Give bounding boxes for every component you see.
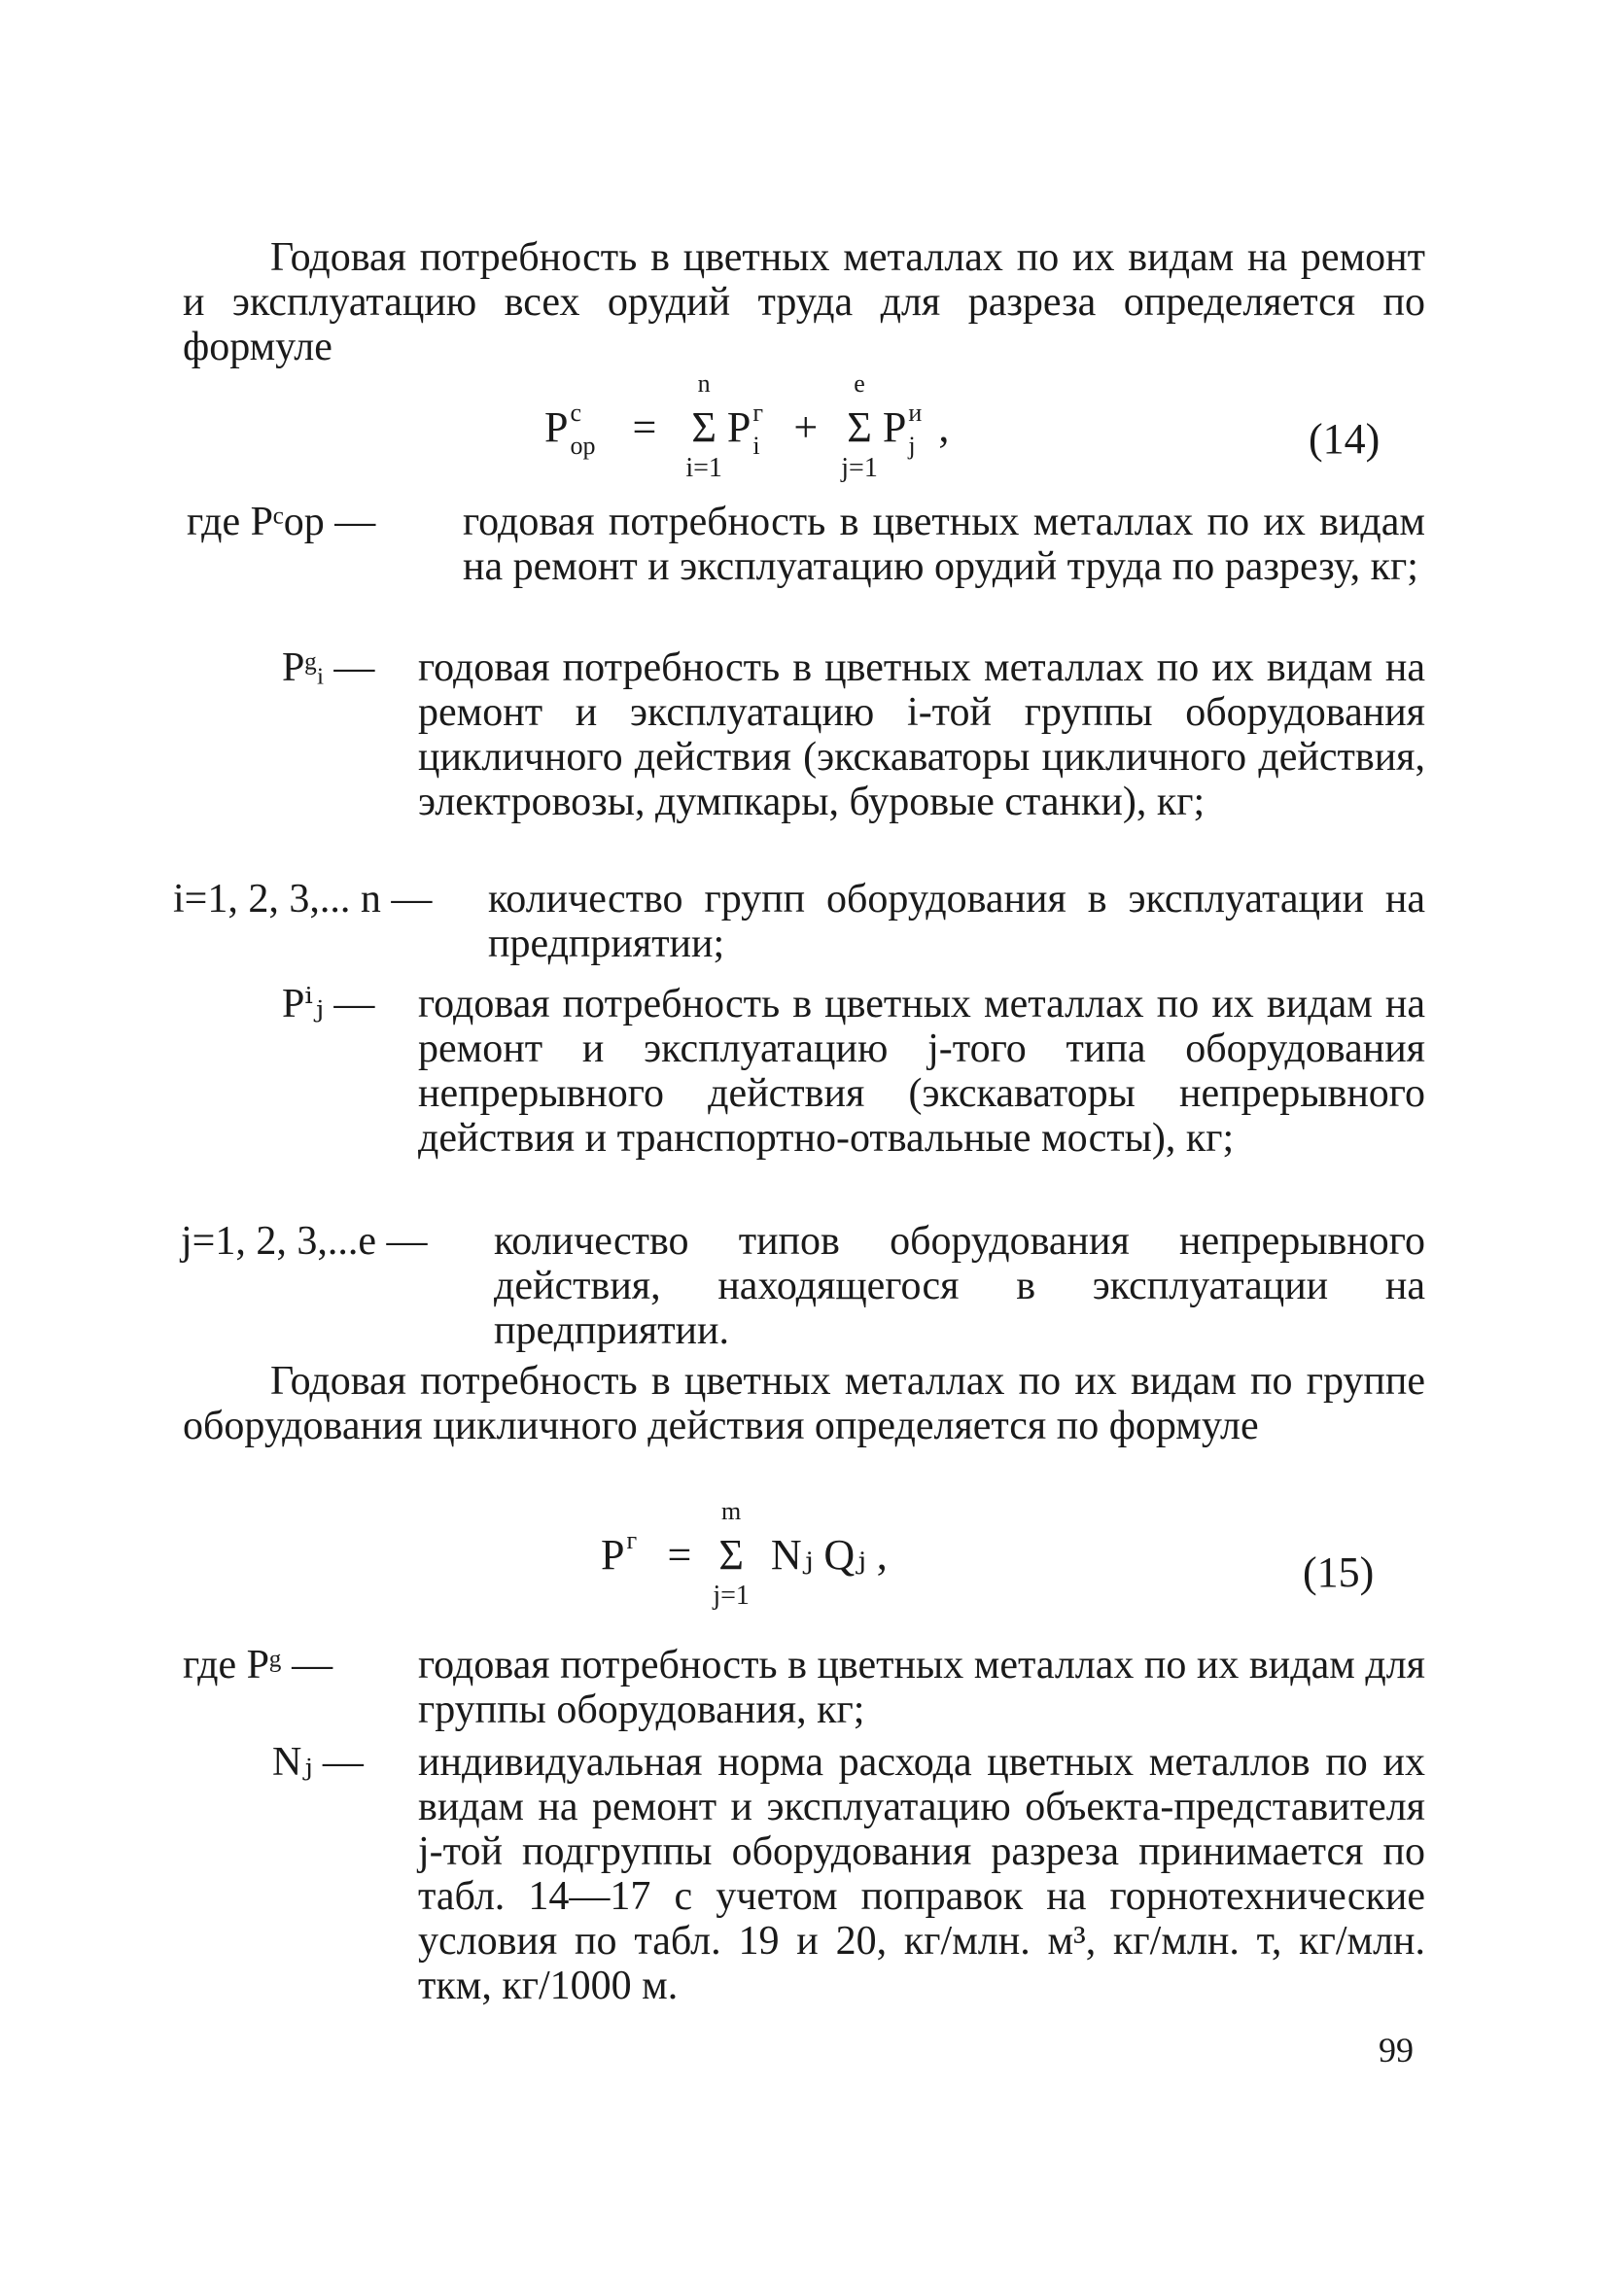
definition-item [0, 1219, 1608, 1355]
formula-14-sum-2: e Σ j=1 [841, 369, 878, 483]
formula-15-sum: m Σ j=1 [713, 1497, 750, 1611]
formula-15-equals: = [667, 1531, 692, 1579]
formula-14-equals: = [632, 403, 657, 451]
formula-14-number: (14) [1309, 415, 1381, 463]
definition-item [0, 982, 1608, 1205]
formula-15 [601, 1497, 888, 1611]
definition-text: годовая потребность в цветных металлах по их видам на ремонт и эксплуатацию j-того типа оборудования непрерывного действия (экскаваторы непрерывного действия и транспортно-отвальные мосты), кг; [418, 982, 1425, 1161]
definition-text: годовая потребность в цветных металлах по их видам для группы оборудования, кг; [418, 1643, 1425, 1732]
definition-symbol: где Pᶜор — [187, 500, 376, 544]
definition-item [0, 877, 1608, 966]
definition-text: годовая потребность в цветных металлах по их видам на ремонт и эксплуатацию орудий труда по разрезу, кг; [463, 500, 1425, 589]
definition-symbol: Nⱼ — [272, 1740, 364, 1785]
intro-paragraph-1 [183, 235, 1425, 369]
definition-symbol: Pᵍᵢ — [282, 645, 375, 690]
formula-15-number: (15) [1303, 1548, 1375, 1596]
formula-14-term-2: P и j [882, 399, 923, 460]
definition-item [0, 500, 1608, 636]
formula-14-lhs: P с ор [544, 399, 596, 460]
definition-symbol: Pⁱⱼ — [282, 982, 375, 1026]
definition-item [0, 645, 1608, 869]
definition-item [0, 1643, 1608, 1732]
formula-14: P с ор = n Σ i=1 P г i + e Σ j=1 P и j , [544, 369, 950, 483]
definition-text: индивидуальная норма расхода цветных металлов по их видам на ремонт и эксплуатацию объекта-представителя j-той подгруппы оборудования разреза принимается по табл. 14—17 с учетом поправок на горнотехнические условия по табл. 19 и 20, кг/млн. м³, кг/млн. т, кг/млн. ткм, кг/1000 м. [418, 1740, 1425, 2008]
formula-14-term-1: P г i [726, 399, 764, 460]
definition-text: количество групп оборудования в эксплуатации на предприятии; [488, 877, 1425, 966]
definition-text: количество типов оборудования непрерывного действия, находящегося в эксплуатации на предприятии. [494, 1219, 1425, 1353]
definition-symbol: j=1, 2, 3,...e — [181, 1219, 428, 1264]
definition-symbol: i=1, 2, 3,... n — [173, 877, 433, 922]
intro-paragraph-2 [183, 1359, 1425, 1448]
definition-symbol: где Pᵍ — [183, 1643, 333, 1687]
formula-14-sum-1: n Σ i=1 [685, 369, 722, 483]
definition-text: годовая потребность в цветных металлах по их видам на ремонт и эксплуатацию i-той группы оборудования цикличного действия (экскаваторы цикличного действия, электровозы, думпкары, буровые станки), кг; [418, 645, 1425, 824]
intro-paragraph-2-text: Годовая потребность в цветных металлах по их видам по группе оборудования цикличного действия определяется по формуле [183, 1359, 1425, 1448]
intro-paragraph-1-text: Годовая потребность в цветных металлах по их видам на ремонт и эксплуатацию всех орудий труда для разреза определяется по формуле [183, 235, 1425, 369]
formula-14-plus: + [793, 403, 819, 451]
formula-15-lhs: P г [601, 1526, 638, 1579]
page-number: 99 [1379, 2031, 1414, 2070]
definition-item [0, 1740, 1608, 2012]
formula-15-body: Nⱼ Qⱼ , [770, 1531, 888, 1579]
